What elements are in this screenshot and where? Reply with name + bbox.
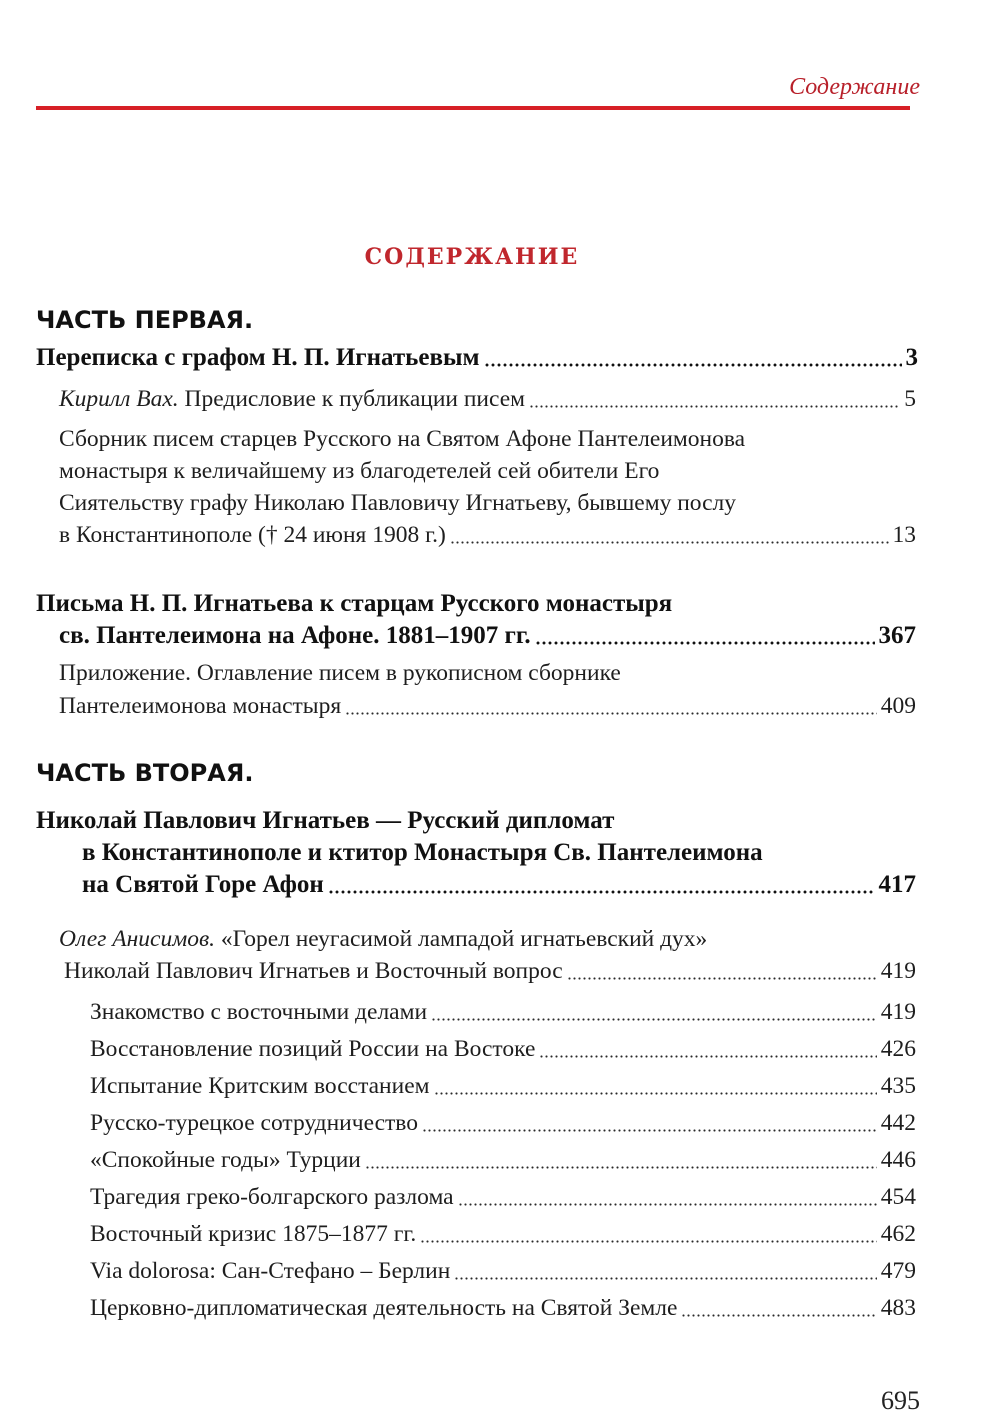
page-number: 13 <box>892 522 916 548</box>
entry-title: Via dolorosa: Сан-Стефано – Берлин <box>90 1258 451 1284</box>
toc-entry-sbornik-line-3 <box>0 487 1000 519</box>
section-title: на Святой Горе Афон <box>82 871 324 898</box>
toc-entry-vakh[interactable] <box>0 383 1000 415</box>
leader-dots <box>681 1314 876 1317</box>
toc-entry-anisimov-line-1[interactable] <box>0 923 1000 955</box>
toc-section-letters-line-2[interactable] <box>0 620 1000 652</box>
leader-dots <box>450 541 889 544</box>
section-title: св. Пантелеимона на Афоне. 1881–1907 гг. <box>59 622 531 649</box>
leader-dots <box>484 363 902 367</box>
section-title: Письма Н. П. Игнатьева к старцам Русского монастыря <box>36 590 673 617</box>
entry-author: Кирилл Вах. <box>59 386 179 412</box>
toc-entry-appendix-line-1[interactable] <box>0 657 1000 689</box>
page-folio: 695 <box>881 1386 920 1415</box>
toc-subentry[interactable] <box>0 1070 1000 1102</box>
leader-dots <box>345 712 877 715</box>
leader-dots <box>422 1129 877 1132</box>
leader-dots <box>420 1240 877 1243</box>
part-one-heading: ЧАСТЬ ПЕРВАЯ. <box>36 306 254 334</box>
toc-entry-sbornik-line-2 <box>0 455 1000 487</box>
page-number: 409 <box>880 693 916 719</box>
toc-subentry[interactable] <box>0 1255 1000 1287</box>
entry-title: Знакомство с восточными делами <box>90 999 428 1025</box>
toc-subentry[interactable] <box>0 1181 1000 1213</box>
page-number: 3 <box>905 344 918 371</box>
page-number: 442 <box>880 1110 916 1136</box>
entry-text: Сборник писем старцев Русского на Святом Афоне Пантелеимонова <box>59 426 746 452</box>
toc-entry-appendix-line-2[interactable] <box>0 690 1000 722</box>
entry-title: Восточный кризис 1875–1877 гг. <box>90 1221 417 1247</box>
entry-text: Приложение. Оглавление писем в рукописном сборнике <box>59 660 621 686</box>
page-number: 483 <box>880 1295 916 1321</box>
entry-title: Церковно-дипломатическая деятельность на Святой Земле <box>90 1295 678 1321</box>
entry-text: в Константинополе († 24 июня 1908 г.) <box>59 522 446 548</box>
section-title: Николай Павлович Игнатьев — Русский дипломат <box>36 807 615 834</box>
leader-dots <box>454 1277 876 1280</box>
entry-title: Николай Павлович Игнатьев и Восточный вопрос <box>64 958 563 984</box>
leader-dots <box>535 641 875 645</box>
page-number: 417 <box>878 871 916 898</box>
toc-entry-sbornik-line-1[interactable] <box>0 423 1000 455</box>
section-title: в Константинополе и ктитор Монастыря Св. Пантелеимона <box>82 839 763 866</box>
page-number: 5 <box>904 386 916 412</box>
entry-title: Восстановление позиций России на Востоке <box>90 1036 536 1062</box>
toc-section-ignatiev-line-3[interactable] <box>0 869 1000 901</box>
toc-subentry[interactable] <box>0 1144 1000 1176</box>
page-number: 479 <box>880 1258 916 1284</box>
entry-author: Олег Анисимов. <box>59 926 216 952</box>
leader-dots <box>529 405 900 408</box>
page-title: СОДЕРЖАНИЕ <box>364 244 580 270</box>
entry-title: Трагедия греко-болгарского разлома <box>90 1184 454 1210</box>
entry-text: монастыря к величайшему из благодетелей сей обители Его <box>59 458 660 484</box>
leader-dots <box>328 890 875 894</box>
leader-dots <box>365 1166 877 1169</box>
leader-dots <box>458 1203 877 1206</box>
toc-section-correspondence[interactable] <box>0 342 1000 374</box>
page-number: 446 <box>880 1147 916 1173</box>
toc-entry-sbornik-line-4[interactable] <box>0 519 1000 551</box>
running-head: Содержание <box>789 74 920 100</box>
entry-text: Пантелеимонова монастыря <box>59 693 342 719</box>
part-two-heading: ЧАСТЬ ВТОРАЯ. <box>36 759 254 787</box>
leader-dots <box>434 1092 877 1095</box>
entry-title: Испытание Критским восстанием <box>90 1073 430 1099</box>
page-number: 462 <box>880 1221 916 1247</box>
toc-subentry[interactable] <box>0 1033 1000 1065</box>
entry-title: Русско-турецкое сотрудничество <box>90 1110 418 1136</box>
page-number: 454 <box>880 1184 916 1210</box>
entry-title: «Спокойные годы» Турции <box>90 1147 361 1173</box>
page-number: 367 <box>878 622 916 649</box>
page-number: 419 <box>880 999 916 1025</box>
toc-subentry[interactable] <box>0 1107 1000 1139</box>
page-number: 426 <box>880 1036 916 1062</box>
leader-dots <box>539 1055 876 1058</box>
toc-subentry[interactable] <box>0 1218 1000 1250</box>
toc-subentry[interactable] <box>0 1292 1000 1324</box>
section-title: Переписка с графом Н. П. Игнатьевым <box>36 344 480 371</box>
toc-section-letters-line-1[interactable] <box>0 588 1000 620</box>
toc-entry-anisimov-line-2[interactable] <box>0 955 1000 987</box>
page-number: 435 <box>880 1073 916 1099</box>
entry-title: «Горел неугасимой лампадой игнатьевский дух» <box>220 926 708 952</box>
leader-dots <box>431 1018 877 1021</box>
entry-text: Сиятельству графу Николаю Павловичу Игнатьеву, бывшему послу <box>59 490 737 516</box>
leader-dots <box>567 977 877 980</box>
entry-title: Предисловие к публикации писем <box>184 386 526 412</box>
toc-section-ignatiev-line-1[interactable] <box>0 805 1000 837</box>
header-rule <box>36 106 910 110</box>
page-number: 419 <box>880 958 916 984</box>
toc-subentry[interactable] <box>0 996 1000 1028</box>
toc-section-ignatiev-line-2[interactable] <box>0 837 1000 869</box>
